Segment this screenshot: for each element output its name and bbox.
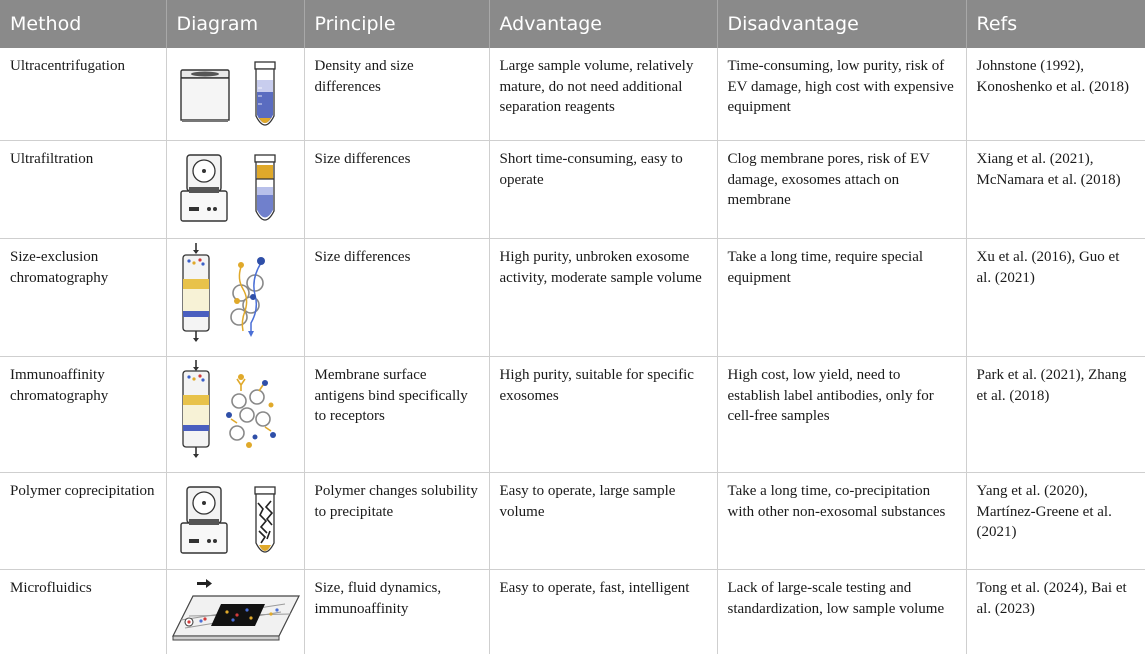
- table-row: [0, 570, 1145, 655]
- cell-diagram: [166, 357, 304, 473]
- header-principle: Principle: [304, 0, 489, 48]
- centrifuge-and-filter-tube-icon: [167, 141, 304, 230]
- cell-refs: Tong et al. (2024), Bai et al. (2023): [966, 570, 1145, 655]
- cell-diagram: [166, 48, 304, 141]
- cell-disadvantage: Lack of large-scale testing and standardization, low sample volume: [717, 570, 966, 655]
- cell-diagram: [166, 570, 304, 655]
- cell-refs: Xu et al. (2016), Guo et al. (2021): [966, 239, 1145, 357]
- cell-refs: Yang et al. (2020), Martínez-Greene et al. (2021): [966, 473, 1145, 570]
- cell-disadvantage: High cost, low yield, need to establish label antibodies, only for cell-free samples: [717, 357, 966, 473]
- cell-method: Ultrafiltration: [0, 141, 166, 239]
- centrifuge-and-polymer-tube-icon: [167, 473, 304, 561]
- header-diagram: Diagram: [166, 0, 304, 48]
- header-refs: Refs: [966, 0, 1145, 48]
- cell-method: Immunoaffinity chromatography: [0, 357, 166, 473]
- table-row: [0, 473, 1145, 570]
- table-header-row: [0, 0, 1145, 48]
- cell-diagram: [166, 239, 304, 357]
- cell-principle: Size differences: [304, 239, 489, 357]
- cell-diagram: [166, 141, 304, 239]
- table-row: [0, 357, 1145, 473]
- header-method: Method: [0, 0, 166, 48]
- cell-advantage: Large sample volume, relatively mature, do not need additional separation reagents: [489, 48, 717, 141]
- sec-column-and-beads-icon: [167, 239, 304, 348]
- cell-principle: Membrane surface antigens bind specifically to receptors: [304, 357, 489, 473]
- table-row: [0, 48, 1145, 141]
- cell-principle: Size differences: [304, 141, 489, 239]
- header-disadvantage: Disadvantage: [717, 0, 966, 48]
- cell-principle: Polymer changes solubility to precipitate: [304, 473, 489, 570]
- cell-advantage: Easy to operate, fast, intelligent: [489, 570, 717, 655]
- cell-disadvantage: Clog membrane pores, risk of EV damage, exosomes attach on membrane: [717, 141, 966, 239]
- cell-diagram: [166, 473, 304, 570]
- header-advantage: Advantage: [489, 0, 717, 48]
- cell-refs: Johnstone (1992), Konoshenko et al. (2018): [966, 48, 1145, 141]
- cell-advantage: High purity, suitable for specific exosomes: [489, 357, 717, 473]
- cell-method: Microfluidics: [0, 570, 166, 655]
- cell-disadvantage: Take a long time, require special equipment: [717, 239, 966, 357]
- cell-method: Ultracentrifugation: [0, 48, 166, 141]
- cell-refs: Xiang et al. (2021), McNamara et al. (2018): [966, 141, 1145, 239]
- cell-method: Size-exclusion chromatography: [0, 239, 166, 357]
- cell-advantage: Easy to operate, large sample volume: [489, 473, 717, 570]
- cell-advantage: High purity, unbroken exosome activity, moderate sample volume: [489, 239, 717, 357]
- cell-advantage: Short time-consuming, easy to operate: [489, 141, 717, 239]
- ultracentrifuge-and-tube-icon: [167, 48, 304, 132]
- table-row: [0, 141, 1145, 239]
- cell-refs: Park et al. (2021), Zhang et al. (2018): [966, 357, 1145, 473]
- cell-method: Polymer coprecipitation: [0, 473, 166, 570]
- microfluidic-chip-icon: [167, 570, 304, 646]
- cell-disadvantage: Time-consuming, low purity, risk of EV damage, high cost with expensive equipment: [717, 48, 966, 141]
- cell-principle: Density and size differences: [304, 48, 489, 141]
- cell-disadvantage: Take a long time, co-precipitation with other non-exosomal substances: [717, 473, 966, 570]
- table-row: [0, 239, 1145, 357]
- immunoaffinity-column-and-antibody-beads-icon: [167, 357, 304, 464]
- cell-principle: Size, fluid dynamics, immunoaffinity: [304, 570, 489, 655]
